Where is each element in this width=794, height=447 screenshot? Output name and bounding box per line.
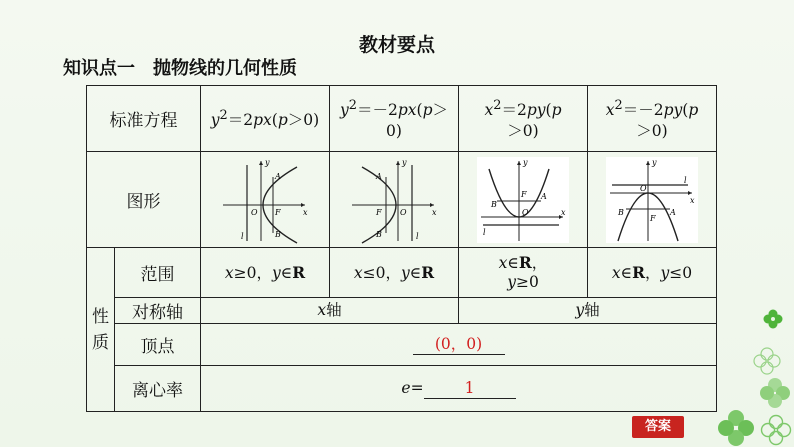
graph-label-directrix: l xyxy=(241,231,244,241)
row-eccentricity xyxy=(87,366,717,412)
graph-label-x: x xyxy=(690,195,695,205)
label-standard-equation: 标准方程 xyxy=(87,86,201,152)
row-axis xyxy=(87,298,717,324)
clover-icon xyxy=(760,414,792,446)
eccentricity-cell xyxy=(201,366,717,412)
graph-cell-left xyxy=(330,152,459,248)
label-eccentricity: 离心率 xyxy=(115,366,201,412)
equation-up: $x^2=2py(p$ ＞0) xyxy=(459,86,588,152)
answer-button[interactable]: 答案 xyxy=(632,416,684,438)
clover-icon xyxy=(752,346,782,376)
graph-label-b: B xyxy=(376,229,382,239)
vertex-answer: (0，0) xyxy=(413,334,505,355)
graph-label-b: B xyxy=(275,229,281,239)
eccentricity-prefix: e= xyxy=(401,379,424,397)
section-heading: 教材要点 xyxy=(358,34,435,56)
label-graph: 图形 xyxy=(87,152,201,248)
graph-label-a: A xyxy=(275,171,281,181)
label-range: 范围 xyxy=(115,248,201,298)
parabola-graph-up xyxy=(475,155,571,245)
range-down: x∈R，y≤0 xyxy=(588,248,717,298)
equation-down: $x^2=-2py(p$ ＞0) xyxy=(588,86,717,152)
clover-icon xyxy=(758,376,792,410)
parabola-graph-down xyxy=(604,155,700,245)
graph-label-y: y xyxy=(265,157,270,167)
label-vertex: 顶点 xyxy=(115,324,201,366)
axis-y-value: y轴 xyxy=(459,298,717,324)
graph-label-origin: O xyxy=(251,207,258,217)
graph-label-a: A xyxy=(376,171,382,181)
graph-label-y: y xyxy=(523,157,528,167)
label-axis: 对称轴 xyxy=(115,298,201,324)
graph-label-a: A xyxy=(670,207,676,217)
graph-label-directrix: l xyxy=(684,175,687,185)
range-right: x≥0，y∈R xyxy=(201,248,330,298)
graph-label-focus: F xyxy=(650,213,656,223)
graph-label-focus: F xyxy=(521,189,527,199)
graph-label-b: B xyxy=(618,207,624,217)
graph-label-x: x xyxy=(303,207,308,217)
label-properties: 性 质 xyxy=(87,248,115,412)
row-range xyxy=(87,248,717,298)
range-left: x≤0，y∈R xyxy=(330,248,459,298)
clover-icon xyxy=(762,308,784,330)
equation-left: $y^2=-2px(p>$ 0) xyxy=(330,86,459,152)
graph-label-origin: O xyxy=(522,207,529,217)
graph-label-focus: F xyxy=(376,207,382,217)
graph-label-directrix: l xyxy=(483,227,486,237)
eccentricity-answer: 1 xyxy=(424,378,516,399)
vertex-cell xyxy=(201,324,717,366)
graph-cell-up xyxy=(459,152,588,248)
clover-icon xyxy=(716,408,756,446)
graph-label-b: B xyxy=(491,199,497,209)
graph-label-origin: O xyxy=(640,183,647,193)
graph-label-x: x xyxy=(561,207,566,217)
knowledge-point-title: 知识点一 抛物线的几何性质 xyxy=(63,58,297,79)
graph-label-directrix: l xyxy=(416,231,419,241)
graph-label-y: y xyxy=(402,157,407,167)
range-up: x∈R， y≥0 xyxy=(459,248,588,298)
graph-label-origin: O xyxy=(400,207,407,217)
graph-label-x: x xyxy=(432,207,437,217)
parabola-graph-right xyxy=(217,155,313,245)
parabola-graph-left xyxy=(346,155,442,245)
graph-label-focus: F xyxy=(275,207,281,217)
row-graph xyxy=(87,152,717,248)
axis-x-value: x轴 xyxy=(201,298,459,324)
equation-right: $y^2=2px(p>0)$ xyxy=(201,86,330,152)
parabola-properties-table xyxy=(86,85,717,412)
graph-cell-down xyxy=(588,152,717,248)
graph-label-y: y xyxy=(652,157,657,167)
row-vertex xyxy=(87,324,717,366)
graph-cell-right xyxy=(201,152,330,248)
row-standard-equation xyxy=(87,86,717,152)
graph-label-a: A xyxy=(541,191,547,201)
